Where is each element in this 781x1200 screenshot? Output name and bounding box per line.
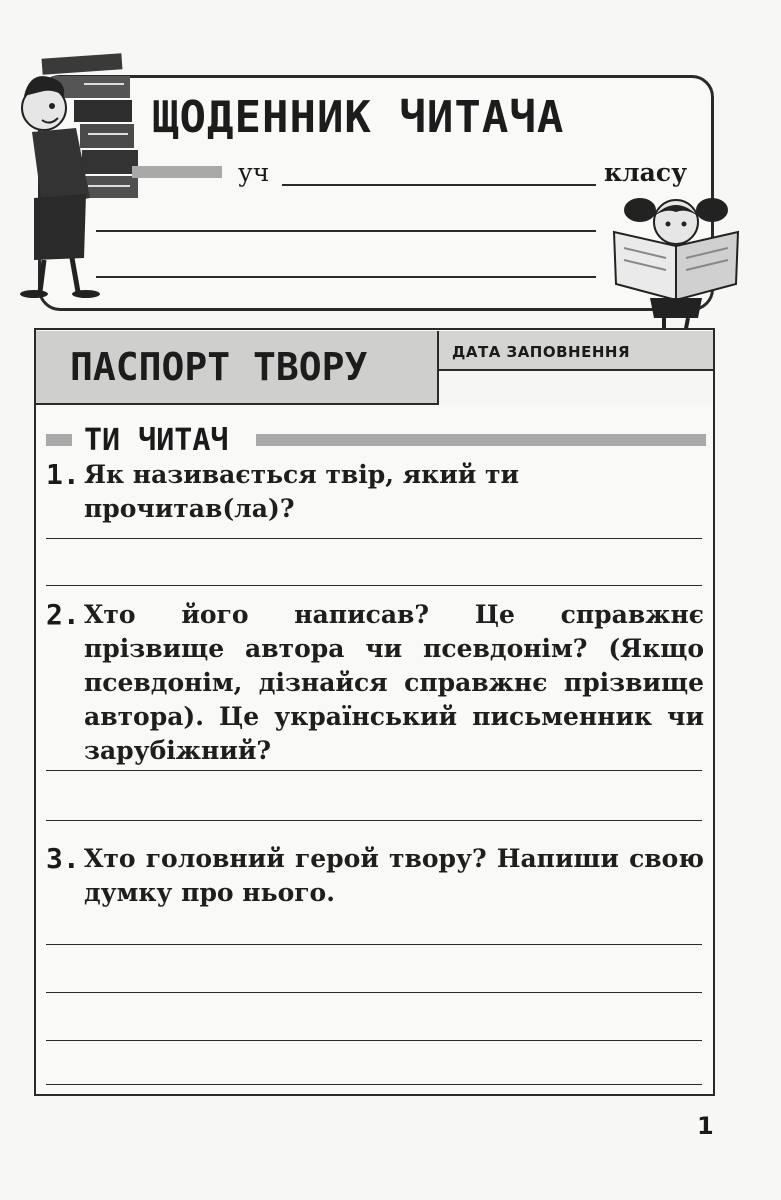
question-number: 1.: [46, 458, 80, 491]
boy-with-books-illustration: [12, 48, 142, 298]
section-title: ТИ ЧИТАЧ: [84, 423, 229, 458]
answer-line[interactable]: [46, 538, 702, 539]
write-line[interactable]: [96, 276, 596, 278]
answer-line[interactable]: [46, 1084, 702, 1085]
question-text: Як називається твір, який ти прочитав(ла)?: [84, 460, 520, 523]
answer-line[interactable]: [46, 992, 702, 993]
answer-line[interactable]: [46, 1040, 702, 1041]
question-number: 3.: [46, 842, 80, 875]
student-label: уч: [238, 158, 270, 187]
answer-line[interactable]: [46, 944, 702, 945]
question-text: Хто його написав? Це справжнє прізвище автора чи псевдонім? (Якщо псевдонім, дізнайся справжнє прізвище автора). Це український письменник чи зарубіжний?: [84, 600, 704, 765]
date-label: ДАТА ЗАПОВНЕННЯ: [452, 343, 630, 361]
diary-title: ЩОДЕННИК ЧИТАЧА: [152, 92, 565, 143]
write-line[interactable]: [96, 230, 596, 232]
answer-line[interactable]: [46, 585, 702, 586]
class-label: класу: [604, 158, 688, 187]
section-strip-right: [256, 434, 706, 446]
page-number: 1: [697, 1112, 714, 1140]
section-strip-left: [46, 434, 72, 446]
question-number: 2.: [46, 598, 80, 631]
passport-title: ПАСПОРТ ТВОРУ: [70, 345, 368, 389]
question-text: Хто головний герой твору? Напиши свою думку про нього.: [84, 844, 704, 907]
answer-line[interactable]: [46, 820, 702, 821]
decorative-strip: [132, 166, 222, 178]
answer-line[interactable]: [46, 770, 702, 771]
student-name-line[interactable]: [282, 184, 596, 186]
